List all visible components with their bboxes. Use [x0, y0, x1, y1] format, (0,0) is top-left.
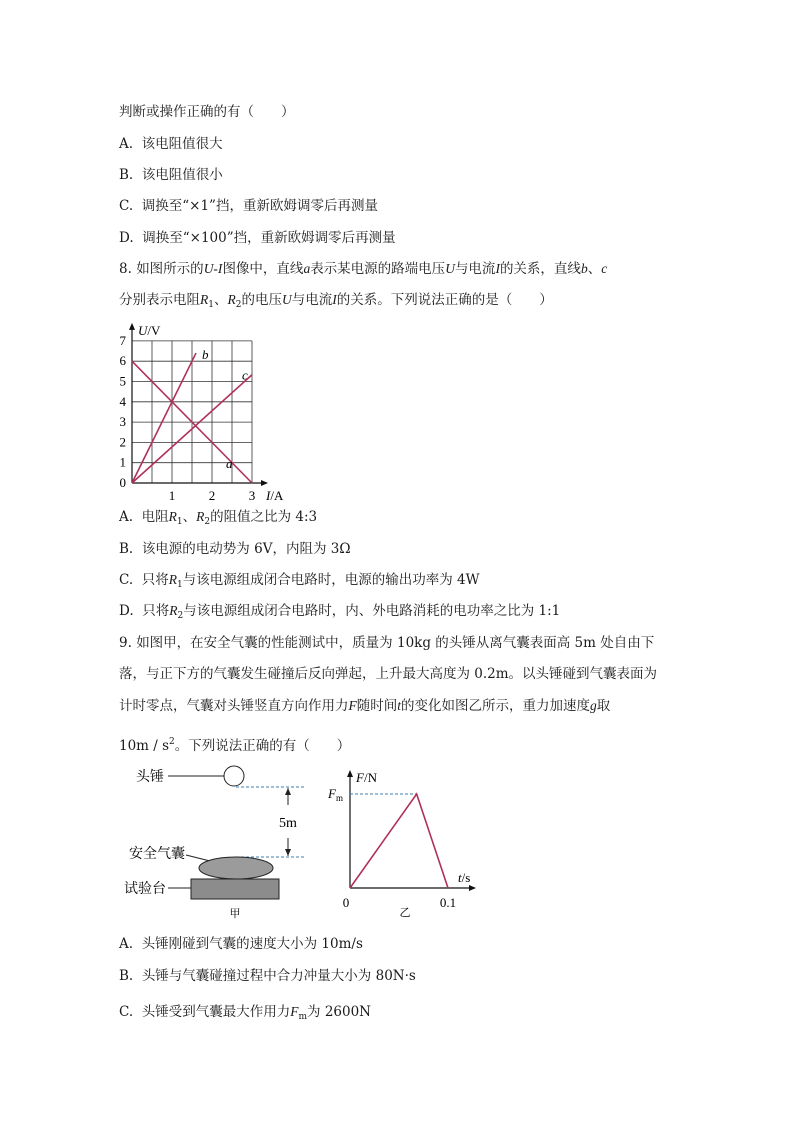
var-r: R: [168, 509, 177, 524]
option-label: A.: [119, 509, 134, 525]
option-label: A.: [119, 936, 134, 952]
option-label: C.: [119, 198, 134, 214]
var-a: a: [303, 261, 311, 276]
var-i: I: [495, 261, 500, 276]
figure-jia: [118, 762, 318, 922]
text: 、: [213, 292, 228, 308]
var-ui: U-I: [203, 261, 223, 276]
var-f: F: [290, 1004, 299, 1019]
var-t: t: [397, 698, 402, 713]
table-label: 试验台: [124, 882, 166, 897]
x-axis-arrow: [469, 885, 476, 891]
x-tick-label: 2: [208, 488, 216, 502]
question-number: 8.: [119, 261, 132, 277]
labels: [327, 770, 470, 919]
var-b: b: [580, 261, 588, 276]
var-r: R: [227, 292, 236, 307]
text: 与电流: [454, 261, 496, 277]
q9-stem-line1: [119, 634, 654, 652]
text: 表示某电源的路端电压: [310, 261, 446, 277]
arrow-down: [285, 849, 291, 856]
subscript: 1: [208, 300, 214, 310]
text: 头锤受到气囊最大作用力: [141, 1004, 291, 1020]
text: 图像中，直线: [222, 261, 304, 277]
x-tick-label: 0.1: [439, 895, 457, 910]
var-c: c: [601, 261, 608, 276]
option-label: D.: [119, 230, 134, 246]
height-label: 5m: [279, 816, 297, 831]
ui-graph: [116, 312, 316, 502]
y-tick-label: 6: [119, 353, 126, 369]
text: 与电流: [291, 292, 333, 308]
text: 的关系，直线: [499, 261, 581, 277]
text: 取: [596, 698, 611, 714]
arrow-up: [285, 788, 291, 795]
q8-option-b: [119, 540, 351, 558]
text: 与该电源组成闭合电路时，电源的输出功率为 4W: [182, 572, 480, 588]
text: 只将: [142, 603, 170, 619]
text: 计时零点，气囊对头锤竖直方向作用力: [119, 698, 349, 714]
y-tick-label: 0: [119, 475, 126, 490]
q8-option-d: [119, 602, 560, 625]
y-tick-label: 5: [119, 373, 126, 389]
text: 电阻: [141, 509, 169, 525]
x-axis-label: t/s: [458, 870, 471, 885]
option-label: B.: [119, 167, 134, 183]
var-r: R: [196, 509, 205, 524]
subscript: 2: [177, 611, 184, 621]
option-text: 该电阻值很大: [141, 136, 223, 152]
airbag-label: 安全气囊: [129, 847, 185, 862]
text: 随时间: [356, 698, 398, 714]
peak-force-label: $F_m$: [328, 786, 343, 803]
q9-option-a: [119, 935, 363, 953]
airbag: [199, 857, 273, 879]
option-text: 头锤刚碰到气囊的速度大小为 10m/s: [141, 936, 363, 952]
q7-option-d: [119, 229, 396, 247]
var-r: R: [169, 603, 178, 618]
origin-label: 0: [342, 895, 350, 910]
option-text: 该电源的电动势为 6V，内阻为 3Ω: [141, 541, 351, 557]
q8-stem-line2: [119, 291, 553, 314]
q9-option-c: [119, 1003, 371, 1026]
var-g: g: [590, 698, 597, 713]
var-r: R: [200, 292, 209, 307]
y-axis-arrow: [129, 323, 135, 330]
option-text: 头锤与气囊碰撞过程中合力冲量大小为 80N·s: [141, 968, 416, 984]
ft-graph: [322, 762, 482, 922]
var-u: U: [445, 261, 455, 276]
q8-option-a: [119, 508, 317, 531]
data-lines: [350, 794, 448, 888]
option-label: B.: [119, 541, 134, 557]
text: 如图甲，在安全气囊的性能测试中，质量为 10kg 的头锤从离气囊表面高 5m 处自由下: [136, 635, 655, 651]
y-axis-label: F/N: [356, 770, 377, 785]
axes: [347, 770, 476, 891]
q7-option-b: [119, 166, 223, 184]
axes: [129, 323, 268, 486]
series-label-b: b: [202, 347, 209, 363]
option-text: 该电阻值很小: [141, 167, 223, 183]
option-label: D.: [119, 603, 134, 619]
option-label: A.: [119, 136, 134, 152]
option-label: C.: [119, 572, 134, 588]
option-text: 调换至“×1”挡，重新欧姆调零后再测量: [141, 198, 378, 214]
y-axis-arrow: [347, 770, 353, 777]
x-axis-label: I/A: [266, 488, 284, 502]
option-label: C.: [119, 1004, 134, 1020]
subscript: 1: [176, 580, 183, 590]
superscript: 2: [169, 737, 175, 747]
var-u: U: [281, 292, 292, 307]
airbag-leader: [186, 855, 210, 861]
y-tick-label: 3: [119, 414, 126, 430]
y-tick-label: 4: [119, 393, 126, 409]
option-text: 调换至“×100”挡，重新欧姆调零后再测量: [142, 230, 396, 246]
text: 的电压: [241, 292, 282, 308]
q9-stem-line4: [119, 733, 350, 755]
q7-stem-end: 判断或操作正确的有（ ）: [119, 104, 295, 120]
q8-option-c: [119, 571, 479, 594]
caption-yi: 乙: [399, 907, 411, 919]
q8-stem-line1: [119, 260, 607, 278]
subscript: 2: [235, 300, 242, 310]
option-label: B.: [119, 968, 134, 984]
y-axis-label: U/V: [138, 322, 161, 338]
text: 、: [587, 261, 602, 277]
q9-stem-line3: [119, 697, 610, 715]
hammer-label: 头锤: [136, 770, 164, 785]
subscript: 2: [204, 517, 211, 527]
text: 为 2600N: [307, 1004, 371, 1020]
q9-option-b: [119, 967, 416, 985]
question-number: 9.: [119, 635, 132, 651]
x-tick-label: 1: [168, 488, 176, 502]
text: 。下列说法正确的有（ ）: [174, 738, 351, 754]
var-i: I: [332, 292, 337, 307]
text: 分别表示电阻: [119, 292, 200, 308]
q7-option-c: [119, 197, 378, 215]
text: 的变化如图乙所示，重力加速度: [401, 698, 591, 714]
hammer-ball: [224, 766, 244, 786]
subscript: m: [298, 1012, 308, 1022]
tick-labels: [120, 323, 284, 502]
series-label-a: a: [226, 455, 233, 471]
y-tick-label: 1: [119, 454, 126, 470]
q9-stem-line2: 落，与正下方的气囊发生碰撞后反向弹起，上升最大高度为 0.2m。以头锤碰到气囊表面为: [119, 666, 658, 682]
series-label-c: c: [242, 367, 248, 383]
series-line-b: [132, 353, 196, 483]
var-f: F: [348, 698, 357, 713]
text: 与该电源组成闭合电路时，内、外电路消耗的电功率之比为 1:1: [183, 603, 561, 619]
text: 只将: [141, 572, 169, 588]
y-tick-label: 7: [119, 332, 126, 348]
text: 10m / s: [119, 738, 170, 754]
text: 的关系。下列说法正确的是（ ）: [336, 292, 553, 308]
caption-jia: 甲: [229, 908, 241, 920]
x-axis-arrow: [261, 480, 268, 486]
x-tick-label: 3: [248, 488, 256, 502]
subscript: 1: [176, 517, 183, 527]
test-table: [191, 879, 279, 899]
text: 、: [182, 509, 197, 525]
var-r: R: [168, 572, 177, 587]
q7-option-a: [119, 135, 223, 153]
force-curve: [350, 794, 448, 888]
y-tick-label: 2: [119, 434, 126, 450]
text: 的阻值之比为 4:3: [210, 509, 318, 525]
text: 如图所示的: [136, 261, 204, 277]
